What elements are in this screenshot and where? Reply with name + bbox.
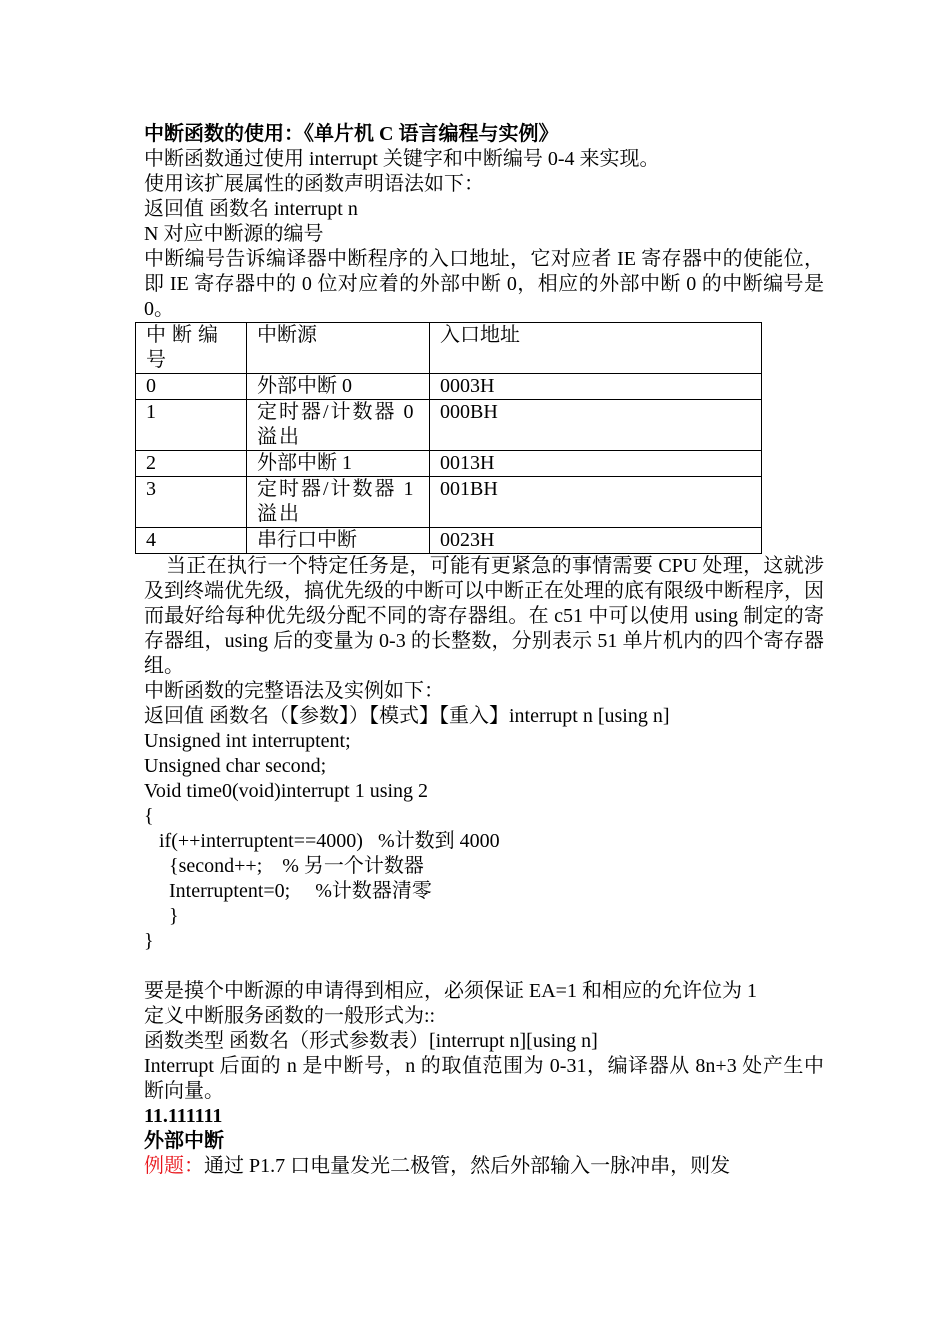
blank-line: [144, 954, 824, 979]
table-header-cell: 入口地址: [430, 323, 762, 374]
example-text: 通过 P1.7 口电量发光二极管，然后外部输入一脉冲串，则发: [204, 1155, 731, 1177]
table-cell: 3: [136, 477, 247, 528]
table-cell: 0013H: [430, 451, 762, 477]
intro-line-2: 使用该扩展属性的函数声明语法如下：: [144, 173, 484, 195]
paragraph-priority: 当正在执行一个特定任务是，可能有更紧急的事情需要 CPU 处理，这就涉及到终端优先级，搞优先级的中断可以中断正在处理的底有限级中断程序，因而最好给每种优先级分配不同的寄存器组。在 c51 中可以使用 using 制定的寄存器组，using 后的变量为 0-3 的长整数，分别表示 51 单片机内的四个寄存器组。: [144, 555, 824, 677]
intro-line-4: N 对应中断源的编号: [144, 223, 324, 245]
code-line: Unsigned int interruptent;: [144, 730, 351, 752]
table-cell: 0: [136, 374, 247, 400]
section-number: 11.111111: [144, 1105, 223, 1127]
table-cell: 2: [136, 451, 247, 477]
table-cell: 0023H: [430, 528, 762, 554]
syntax-line: 返回值 函数名（【参数】）【模式】【重入】interrupt n [using n]: [144, 705, 670, 727]
code-line: Interruptent=0; %计数器清零: [144, 880, 432, 902]
table-cell: 定时器/计数器 0 溢出: [247, 400, 430, 451]
table-cell: 定时器/计数器 1 溢出: [247, 477, 430, 528]
code-line: {: [144, 805, 154, 827]
document-page: [144, 122, 824, 1179]
table-cell: 1: [136, 400, 247, 451]
section-title: 外部中断: [144, 1130, 224, 1152]
code-line: Void time0(void)interrupt 1 using 2: [144, 780, 429, 802]
paragraph-ea: 要是摸个中断源的申请得到相应，必须保证 EA=1 和相应的允许位为 1: [144, 980, 757, 1002]
table-header-cell: 中断源: [247, 323, 430, 374]
table-cell: 串行口中断: [247, 528, 430, 554]
table-cell: 4: [136, 528, 247, 554]
example-line: [144, 1154, 824, 1179]
code-line: }: [144, 930, 154, 952]
definition-syntax: 函数类型 函数名（形式参数表）[interrupt n][using n]: [144, 1030, 598, 1052]
paragraph-vector: Interrupt 后面的 n 是中断号，n 的取值范围为 0-31，编译器从 8n+3 处产生中断向量。: [144, 1055, 824, 1102]
table-cell: 外部中断 0: [247, 374, 430, 400]
code-line: Unsigned char second;: [144, 755, 327, 777]
table-row: [136, 400, 762, 451]
code-line: }: [144, 905, 179, 927]
table-cell: 001BH: [430, 477, 762, 528]
intro-line-1: 中断函数通过使用 interrupt 关键字和中断编号 0-4 来实现。: [144, 148, 660, 170]
table-cell: 000BH: [430, 400, 762, 451]
table-row: [136, 477, 762, 528]
interrupt-table: [135, 322, 762, 554]
intro-line-3: 返回值 函数名 interrupt n: [144, 198, 358, 220]
paragraph-interrupt-number: 中断编号告诉编译器中断程序的入口地址，它对应者 IE 寄存器中的使能位，即 IE 寄存器中的 0 位对应着的外部中断 0，相应的外部中断 0 的中断编号是 0。: [144, 248, 824, 320]
table-row: [136, 528, 762, 554]
table-header-cell: 中断编号: [136, 323, 247, 374]
table-row: [136, 451, 762, 477]
table-cell: 外部中断 1: [247, 451, 430, 477]
table-row: [136, 374, 762, 400]
example-label: 例题：: [144, 1155, 204, 1177]
table-cell: 0003H: [430, 374, 762, 400]
syntax-title: 中断函数的完整语法及实例如下：: [144, 680, 444, 702]
code-line: if(++interruptent==4000) %计数到 4000: [144, 830, 500, 852]
table-header-row: [136, 323, 762, 374]
definition-title: 定义中断服务函数的一般形式为::: [144, 1005, 436, 1027]
document-heading: 中断函数的使用：《单片机 C 语言编程与实例》: [144, 123, 559, 145]
code-line: {second++; % 另一个计数器: [144, 855, 424, 877]
